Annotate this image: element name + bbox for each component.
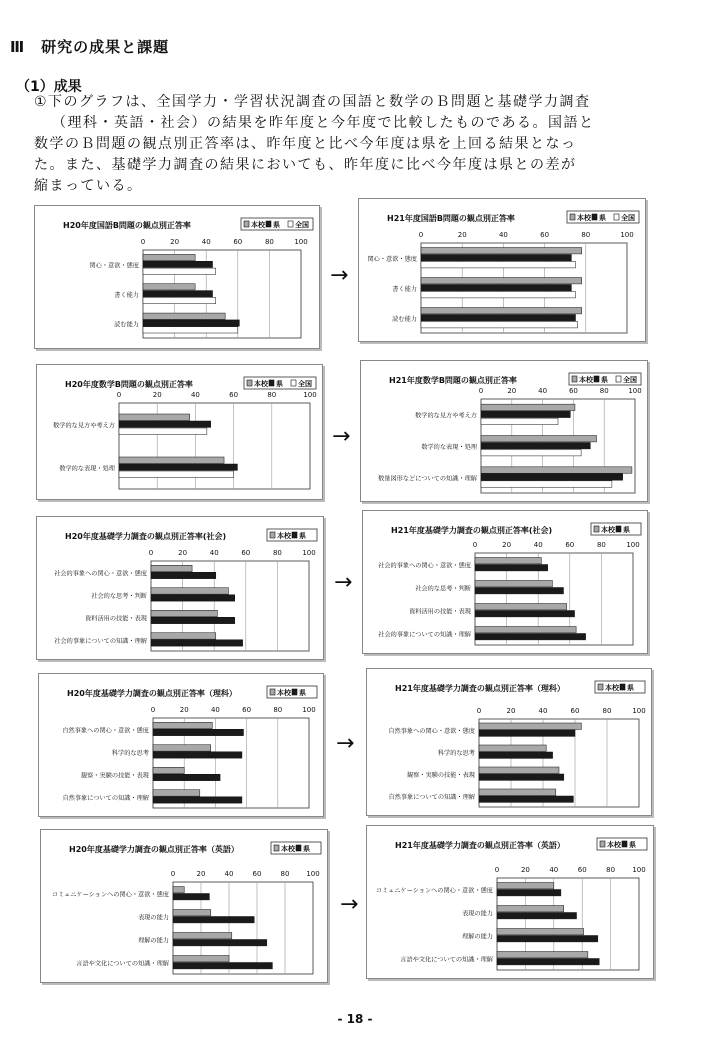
category-label: 読む能力 [114,321,139,329]
legend-label: 県 [627,684,634,692]
tick-label: 20 [520,866,530,874]
tick-label: 40 [210,706,220,714]
legend-swatch [598,684,603,690]
chart-h21-math-b [360,360,648,502]
tick-label: 0 [150,706,156,714]
chart-h21-japanese-b [358,198,646,342]
legend-swatch [292,532,297,538]
bar-県 [151,595,235,601]
tick-label: 0 [170,870,176,878]
bar-本校 [479,723,581,729]
legend-swatch [594,526,599,532]
bar-県 [173,963,272,969]
tick-label: 20 [178,549,188,557]
category-label: 自然事象についての知識・理解 [62,794,149,802]
chart-h20-science [38,673,324,817]
legend-swatch [570,214,575,220]
category-label: 社会的事象についての知識・理解 [378,631,471,639]
bar-本校 [421,308,582,314]
bar-県 [475,634,586,640]
bar-県 [173,894,209,900]
tick-label: 60 [565,541,575,549]
category-label: 書く能力 [392,286,417,293]
legend-label: 本校 [605,684,619,692]
bar-全国 [143,268,216,274]
legend-swatch [594,376,599,382]
tick-label: 40 [209,549,219,557]
bar-全国 [421,292,576,298]
bar-県 [153,774,220,780]
legend-swatch [247,380,252,386]
legend-swatch [269,380,274,386]
legend-label: 県 [303,845,310,853]
category-label: 社会的事象への関心・意欲・態度 [378,562,471,570]
legend-swatch [616,376,621,382]
chart-title: H21年度基礎学力調査の観点別正答率(社会) [391,526,553,535]
legend-label: 本校 [254,380,268,388]
chart-h20-social [36,516,324,660]
tick-label: 100 [632,866,646,874]
tick-label: 20 [457,231,467,239]
category-label: 数量図形などについての知識・理解 [378,475,477,483]
legend-label: 本校 [277,532,291,540]
category-label: 観察・実験の技能・表現 [406,772,475,779]
chart-h21-social [362,510,648,654]
category-label: 数学的な見方や考え方 [53,422,115,430]
tick-label: 100 [306,870,320,878]
bar-県 [153,752,242,758]
chart-title: H21年度基礎学力調査の観点別正答率（理科） [395,684,565,693]
bar-県 [421,285,571,291]
bar-本校 [475,627,576,633]
legend-label: 本校 [607,841,621,849]
category-label: 言語や文化についての知識・理解 [400,956,493,964]
bar-本校 [153,790,200,796]
legend-swatch [620,684,625,690]
bar-本校 [143,313,225,319]
chart-title: H21年度基礎学力調査の観点別正答率（英語） [395,841,565,850]
legend-swatch [292,689,297,695]
bar-本校 [153,745,211,751]
tick-label: 0 [472,541,478,549]
tick-label: 20 [170,238,180,246]
category-label: 数学的な表現・処理 [421,444,477,451]
chart-h20-english [40,829,328,983]
tick-label: 60 [570,707,580,715]
tick-label: 80 [273,706,283,714]
tick-label: 0 [148,549,154,557]
bar-本校 [479,767,559,773]
tick-label: 100 [632,707,646,715]
bar-本校 [151,610,217,616]
paragraph-line: た。また、基礎学力調査の結果においても、昨年度に比べ今年度は県との差が [34,157,577,173]
tick-label: 60 [229,391,239,399]
legend-swatch [622,841,627,847]
category-label: 自然事象への関心・意欲・態度 [388,728,475,735]
legend-label: 本校 [601,526,615,534]
category-label: 表現の能力 [138,914,169,922]
bar-本校 [475,558,541,564]
tick-label: 100 [294,238,308,246]
chart-h20-math-b [36,364,323,500]
legend-swatch [266,221,271,227]
bar-本校 [119,414,190,420]
paragraph-line: ①下のグラフは、全国学力・学習状況調査の国語と数学のＢ問題と基礎学力調査 [34,94,591,110]
chart-title: H20年度数学B問題の観点別正答率 [65,380,193,389]
category-label: 自然事象についての知識・理解 [388,794,475,801]
bar-本校 [153,767,184,773]
page-number: - 18 - [337,1012,373,1026]
tick-label: 20 [507,387,517,395]
bar-全国 [481,418,558,424]
category-label: 自然事象への関心・意欲・態度 [62,727,149,735]
arrow-icon: → [330,263,349,288]
category-label: 科学的な思考 [437,750,475,757]
bar-本校 [173,887,184,893]
bar-県 [475,588,563,594]
bar-県 [497,936,598,942]
tick-label: 40 [538,707,548,715]
legend-swatch [291,380,296,386]
bar-県 [497,959,599,965]
bar-本校 [151,588,228,594]
arrow-icon: → [334,570,353,595]
tick-label: 80 [599,387,609,395]
chart-title: H20年度基礎学力調査の観点別正答率(社会) [65,532,227,541]
arrow-icon: → [336,731,355,756]
paragraph-line: （理科・英語・社会）の結果を昨年度と今年度で比較したものである。国語と [52,115,595,131]
bar-本校 [421,278,582,284]
legend-label: 本校 [251,221,265,229]
tick-label: 60 [242,706,252,714]
chart-title: H20年度基礎学力調査の観点別正答率（英語） [69,845,239,854]
category-label: 理解の能力 [462,933,493,941]
tick-label: 60 [577,866,587,874]
bar-県 [119,464,237,470]
chart-svg [367,826,653,978]
category-label: 資料活用の技能・表現 [85,615,147,623]
bar-本校 [497,952,588,958]
chart-svg [367,669,651,815]
bar-県 [475,611,575,617]
tick-label: 20 [152,391,162,399]
legend-label: 本校 [579,376,593,384]
tick-label: 60 [241,549,251,557]
bar-本校 [421,248,582,254]
bar-県 [479,774,564,780]
bar-本校 [479,789,556,795]
bar-本校 [173,933,232,939]
tick-label: 60 [568,387,578,395]
category-label: コミュニケーションへの関心・意欲・態度 [51,891,169,899]
category-label: 社会的事象についての知識・理解 [54,637,147,645]
category-label: 社会的な思考・判断 [415,585,471,593]
chart-svg [37,365,322,499]
bar-本校 [173,910,211,916]
bar-本校 [143,284,195,290]
bar-県 [143,261,213,267]
category-label: 観察・実験の技能・表現 [80,772,149,780]
tick-label: 100 [302,549,316,557]
bar-県 [497,890,561,896]
tick-label: 60 [252,870,262,878]
category-label: 科学的な思考 [111,749,149,757]
category-label: 理解の能力 [138,937,169,945]
bar-県 [153,729,243,735]
tick-label: 100 [620,231,634,239]
bar-本校 [119,457,224,463]
bar-県 [421,255,571,261]
bar-県 [173,917,254,923]
tick-label: 100 [303,391,317,399]
legend-swatch [274,845,279,851]
tick-label: 80 [602,707,612,715]
tick-label: 40 [498,231,508,239]
bar-県 [143,320,239,326]
chart-svg [361,361,647,501]
tick-label: 20 [179,706,189,714]
bar-全国 [119,428,207,434]
bar-県 [153,797,242,803]
bar-全国 [421,322,578,328]
tick-label: 100 [628,387,642,395]
bar-県 [479,796,573,802]
legend-label: 県 [599,214,606,222]
tick-label: 80 [264,238,274,246]
chart-svg [359,199,645,341]
paragraph-line: 縮まっている。 [34,178,143,194]
legend-swatch [296,845,301,851]
bar-県 [475,565,548,571]
bar-本校 [497,883,554,889]
tick-label: 80 [272,549,282,557]
bar-県 [481,443,590,449]
category-label: 読む能力 [392,316,417,323]
bar-県 [479,730,575,736]
bar-全国 [143,297,216,303]
legend-label: 全国 [621,214,635,222]
bar-県 [481,411,570,417]
tick-label: 20 [506,707,516,715]
legend-label: 本校 [277,689,291,697]
legend-label: 県 [299,532,306,540]
category-label: 資料活用の技能・表現 [409,608,471,616]
paragraph-line: 数学のＢ問題の観点別正答率は、昨年度と比べ今年度は県を上回る結果となっ [34,136,577,152]
tick-label: 0 [494,866,500,874]
tick-label: 20 [196,870,206,878]
legend-swatch [592,214,597,220]
subsection-title: （1）成果 [16,79,82,95]
tick-label: 100 [626,541,640,549]
legend-label: 全国 [298,380,312,388]
category-label: 数学的な表現・処理 [59,465,115,473]
chart-h21-science [366,668,652,816]
chart-title: H20年度国語B問題の観点別正答率 [63,221,191,230]
legend-swatch [616,526,621,532]
bar-全国 [481,450,581,456]
bar-全国 [421,262,576,268]
chart-svg [35,206,319,348]
category-label: 社会的な思考・判断 [91,592,147,600]
legend-swatch [600,841,605,847]
bar-本校 [475,604,567,610]
chart-svg [363,511,647,653]
tick-label: 80 [606,866,616,874]
tick-label: 40 [224,870,234,878]
bar-本校 [497,906,564,912]
bar-本校 [479,745,546,751]
bar-県 [481,474,623,480]
bar-県 [119,421,211,427]
tick-label: 40 [201,238,211,246]
bar-本校 [143,254,195,260]
tick-label: 0 [476,707,482,715]
legend-label: 県 [273,221,280,229]
category-label: 書く能力 [114,292,139,299]
bar-本校 [481,436,597,442]
legend-label: 県 [601,376,608,384]
tick-label: 40 [538,387,548,395]
legend-swatch [288,221,293,227]
tick-label: 80 [267,391,277,399]
legend-swatch [614,214,619,220]
legend-label: 本校 [281,845,295,853]
legend-label: 県 [299,689,306,697]
bar-県 [151,640,243,646]
bar-本校 [497,929,584,935]
bar-全国 [481,481,612,487]
chart-h21-english [366,825,654,979]
bar-県 [497,913,577,919]
legend-label: 全国 [295,221,309,229]
tick-label: 40 [533,541,543,549]
tick-label: 0 [140,238,146,246]
legend-swatch [270,689,275,695]
bar-全国 [119,471,234,477]
chart-title: H20年度基礎学力調査の観点別正答率（理科） [67,689,237,698]
tick-label: 0 [116,391,122,399]
legend-swatch [572,376,577,382]
chart-svg [37,517,323,659]
category-label: 社会的事象への関心・意欲・態度 [54,570,147,578]
tick-label: 80 [280,870,290,878]
tick-label: 80 [596,541,606,549]
bar-本校 [173,956,229,962]
tick-label: 100 [302,706,316,714]
arrow-icon: → [332,424,351,449]
chart-svg [41,830,327,982]
chart-h20-japanese-b [34,205,320,349]
chart-title: H21年度国語B問題の観点別正答率 [387,214,515,223]
body-paragraph [34,92,674,197]
legend-swatch [244,221,249,227]
section-title: Ⅲ 研究の成果と課題 [10,38,170,56]
tick-label: 60 [540,231,550,239]
category-label: コミュニケーションへの関心・意欲・態度 [375,887,493,895]
bar-県 [151,617,235,623]
legend-label: 本校 [577,214,591,222]
tick-label: 40 [190,391,200,399]
tick-label: 60 [233,238,243,246]
legend-label: 県 [629,841,636,849]
tick-label: 80 [581,231,591,239]
legend-label: 全国 [623,376,637,384]
bar-県 [421,315,576,321]
legend-label: 県 [276,380,283,388]
chart-svg [39,674,323,816]
bar-本校 [151,633,216,639]
legend-swatch [270,532,275,538]
tick-label: 0 [478,387,484,395]
tick-label: 20 [502,541,512,549]
bar-県 [173,940,267,946]
category-label: 関心・意欲・態度 [89,262,139,270]
category-label: 関心・意欲・態度 [367,256,417,263]
tick-label: 0 [418,231,424,239]
bar-県 [151,572,216,578]
legend-label: 県 [623,526,630,534]
category-label: 表現の能力 [462,910,493,918]
bar-本校 [481,467,632,473]
chart-title: H21年度数学B問題の観点別正答率 [389,376,517,385]
bar-本校 [153,722,212,728]
bar-県 [143,291,213,297]
bar-全国 [143,327,238,333]
category-label: 数学的な見方や考え方 [415,412,477,420]
bar-本校 [481,404,575,410]
category-label: 言語や文化についての知識・理解 [76,960,169,968]
tick-label: 40 [549,866,559,874]
bar-県 [479,752,553,758]
bar-本校 [475,581,552,587]
bar-本校 [151,565,192,571]
arrow-icon: → [340,892,359,917]
